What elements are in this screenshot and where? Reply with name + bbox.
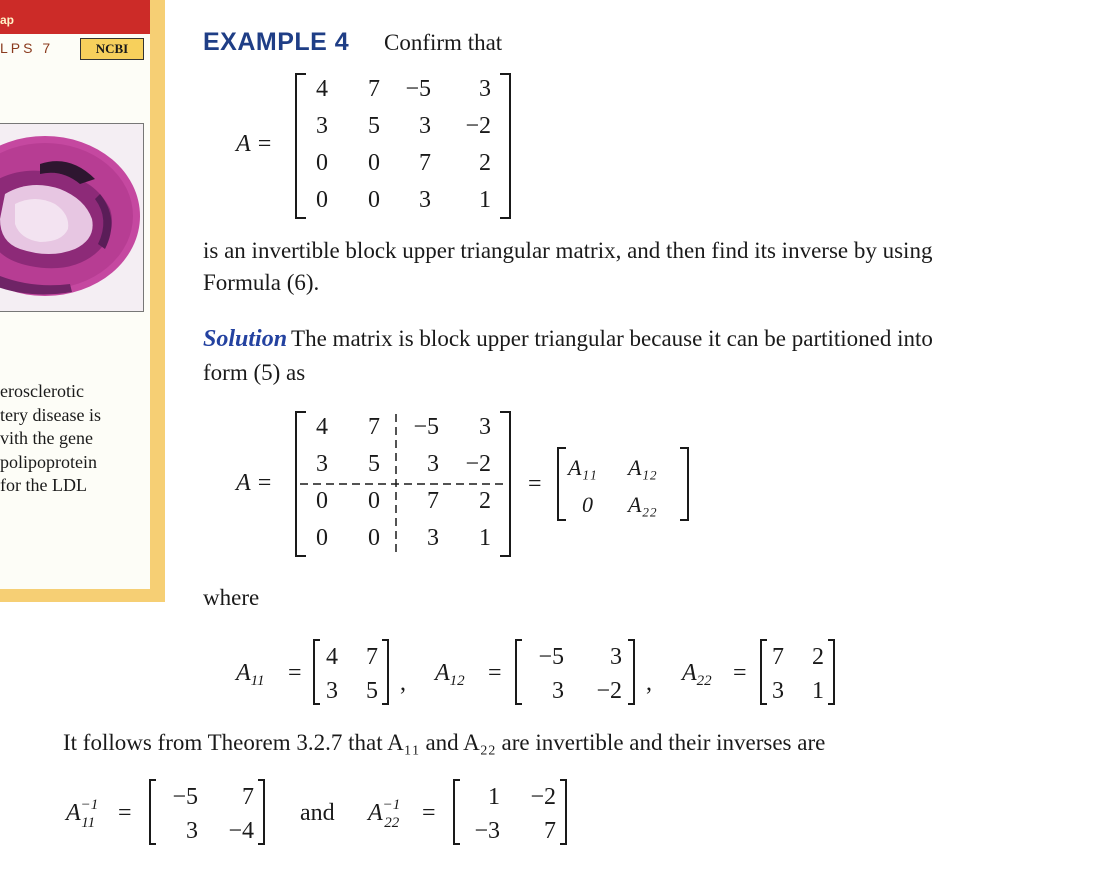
- matrix-cell: 1: [479, 187, 491, 213]
- matrix-cell: 0: [316, 488, 328, 514]
- svg-text:A−111: $A^{-1}$ 11: [66, 797, 98, 831]
- a22-cell: 7: [772, 644, 784, 670]
- caption-line: polipoprotein: [0, 451, 97, 472]
- artery-cross-section-image: [0, 123, 144, 312]
- solution-line-1: [203, 326, 933, 353]
- solution-label: Solution: [203, 326, 288, 352]
- block-definitions: [230, 632, 850, 712]
- a11-inv-cell: −4: [228, 818, 254, 844]
- caption-line: erosclerotic: [0, 381, 84, 401]
- matrix-cell: 3: [419, 187, 431, 213]
- a12-cell: 3: [552, 678, 564, 704]
- statement-line-2: Formula (6).: [203, 270, 320, 295]
- partitioned-matrix: [288, 408, 698, 560]
- a11-cell: 4: [326, 644, 338, 670]
- matrix-a: [288, 70, 528, 222]
- sidebar-panel: [0, 0, 165, 602]
- svg-text:=: =: [528, 471, 542, 497]
- matrix-cell: −5: [413, 414, 439, 440]
- matrix-cell: 7: [368, 414, 380, 440]
- matrix-cell: 3: [479, 76, 491, 102]
- svg-text:A22: $A_{22}$: [682, 660, 712, 689]
- svg-text:=: =: [118, 800, 132, 826]
- matrix-cell: 5: [368, 113, 380, 139]
- example-intro: Confirm that: [384, 30, 503, 55]
- matrix-cell: 5: [368, 451, 380, 477]
- sidebar-tag-left: LPS 7: [0, 40, 54, 56]
- svg-text:,: ,: [400, 670, 406, 696]
- sidebar-tag-ncbi: NCBI: [80, 38, 144, 60]
- caption-line: for the LDL: [0, 475, 87, 495]
- solution-line-2: form (5) as: [203, 360, 306, 385]
- a22-cell: 2: [812, 644, 824, 670]
- svg-text:=: =: [288, 660, 302, 686]
- matrix-cell: 0: [368, 187, 380, 213]
- block-a22: A₂₂: [628, 492, 657, 517]
- matrix-cell: 7: [419, 150, 431, 176]
- matrix-cell: 0: [316, 187, 328, 213]
- matrix-cell: 3: [316, 451, 328, 477]
- svg-text:,: ,: [646, 670, 652, 696]
- a22-inv-cell: 1: [488, 784, 500, 810]
- caption-line: tery disease is: [0, 404, 101, 425]
- a12-cell: 3: [610, 644, 622, 670]
- svg-text:A12: $A_{12}$: [435, 660, 465, 689]
- svg-text:A11: $A_{11}$: [236, 660, 265, 689]
- matrix-cell: 0: [316, 150, 328, 176]
- caption-line: vith the gene: [0, 428, 93, 448]
- matrix-cell: 7: [427, 488, 439, 514]
- matrix-cell: 3: [427, 451, 439, 477]
- svg-text:=: =: [422, 800, 436, 826]
- svg-text:=: =: [733, 660, 747, 686]
- matrix-cell: 3: [427, 525, 439, 551]
- matrix-cell: −2: [465, 451, 491, 477]
- svg-text:A−122: $A^{-1}$ 22: [368, 797, 401, 831]
- and-word: and: [300, 800, 335, 826]
- matrix-cell: 4: [316, 414, 328, 440]
- matrix-cell: 0: [368, 488, 380, 514]
- statement-line-1: is an invertible block upper triangular matrix, and then find its inverse by using: [203, 238, 933, 263]
- a22-cell: 3: [772, 678, 784, 704]
- block-a12: A₁₂: [628, 455, 657, 480]
- sidebar-caption: [0, 380, 150, 498]
- solution-text: The matrix is block upper triangular because it can be partitioned into: [291, 326, 933, 351]
- a11-inv-cell: 3: [186, 818, 198, 844]
- matrix-cell: 0: [316, 525, 328, 551]
- sidebar-header-bar: [0, 0, 150, 34]
- svg-text:=: =: [488, 660, 502, 686]
- a22-inv-cell: −3: [474, 818, 500, 844]
- inverse-matrices: [60, 772, 600, 852]
- matrix-cell: −5: [405, 76, 431, 102]
- matrix-cell: 0: [368, 525, 380, 551]
- a12-cell: −5: [538, 644, 564, 670]
- where-word: where: [203, 585, 260, 610]
- a11-cell: 3: [326, 678, 338, 704]
- theorem-line: It follows from Theorem 3.2.7 that A₁₁ and A₂₂ are invertible and their inverses are: [63, 730, 826, 755]
- a12-cell: −2: [596, 678, 622, 704]
- matrix-cell: 4: [316, 76, 328, 102]
- matrix-cell: 3: [479, 414, 491, 440]
- matrix-a-lhs: A =: [236, 131, 273, 157]
- matrix-cell: 2: [479, 150, 491, 176]
- sidebar-tag-row: [0, 38, 150, 60]
- right-bracket: [500, 74, 510, 218]
- a11-inv-cell: 7: [242, 784, 254, 810]
- matrix-cell: 7: [368, 76, 380, 102]
- block-a11: A₁₁: [568, 455, 597, 480]
- left-bracket: [296, 74, 306, 218]
- a22-inv-cell: −2: [530, 784, 556, 810]
- a22-inv-cell: 7: [544, 818, 556, 844]
- matrix-cell: 3: [316, 113, 328, 139]
- a11-inv-cell: −5: [172, 784, 198, 810]
- matrix-cell: −2: [465, 113, 491, 139]
- matrix-cell: 2: [479, 488, 491, 514]
- a22-cell: 1: [812, 678, 824, 704]
- sidebar-header-text: ap: [0, 13, 15, 27]
- partitioned-lhs: A =: [236, 470, 273, 496]
- matrix-cell: 0: [368, 150, 380, 176]
- example-label: EXAMPLE 4: [203, 28, 350, 56]
- a11-cell: 5: [366, 678, 378, 704]
- a11-cell: 7: [366, 644, 378, 670]
- matrix-cell: 3: [419, 113, 431, 139]
- matrix-cell: 1: [479, 525, 491, 551]
- block-zero: 0: [582, 492, 593, 517]
